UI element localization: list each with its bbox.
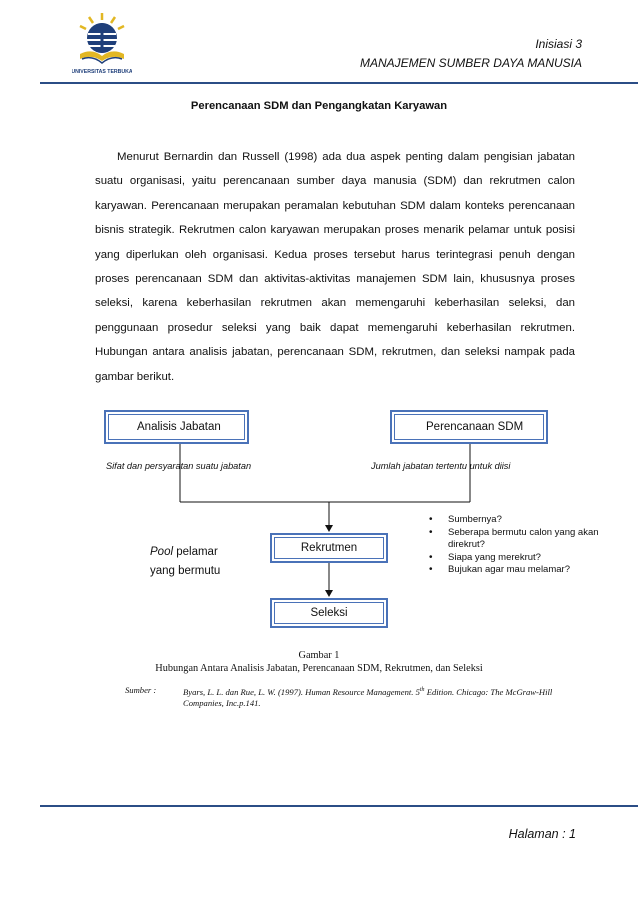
note-jumlah-jabatan: Jumlah jabatan tertentu untuk diisi <box>371 461 511 471</box>
list-item: • Sumbernya? <box>425 514 600 527</box>
box-perencanaan-label: Perencanaan SDM <box>394 414 544 440</box>
box-perencanaan-sdm <box>390 410 548 444</box>
section-title: Perencanaan SDM dan Pengangkatan Karyawan <box>190 100 448 112</box>
arrow-seleksi-icon <box>325 590 333 597</box>
source-text-1: Byars, L. L. dan Rue, L. W. (1997). Human Resource Management. 5 <box>183 686 420 697</box>
box-analisis-label: Analisis Jabatan <box>108 414 245 440</box>
pool-rest-line2: yang bermutu <box>150 565 221 577</box>
arrow-rekrutmen-icon <box>325 525 333 532</box>
page-number: Halaman : 1 <box>508 827 576 841</box>
figure-number: Gambar 1 <box>298 650 340 661</box>
pool-rest: pelamar <box>173 546 218 558</box>
source-text-2: Edition. Chicago: The McGraw-Hill Companies, Inc.p.141. <box>183 686 553 709</box>
body-paragraph: Menurut Bernardin dan Russell (1998) ada dua aspek penting dalam pengisian jabatan suatu organisasi, yaitu perencanaan sumber daya manusia (SDM) dan rekrutmen calon karyawan. Perencanaan merupakan peramalan kebutuhan SDM dalam konteks perencanaan bisnis strategik. Rekrutmen calon karyawan merupakan proses menarik pelamar untuk posisi yang diperlukan oleh organisasi. Kedua proses tersebut harus terintegrasi penuh dengan proses perencanaan SDM dan aktivitas-aktivitas manajemen SDM lain, khususnya proses seleksi, karena keberhasilan rekrutmen akan memengaruhi keberhasilan seleksi, dan penggunaan prosedur seleksi yang baik dapat memengaruhi keberhasilan rekrutmen. Hubungan antara analisis jabatan, perencanaan SDM, rekrutmen, dan seleksi nampak pada gambar berikut. <box>95 151 575 383</box>
source-label: Sumber : <box>125 685 157 695</box>
box-analisis-jabatan <box>104 410 249 444</box>
box-rekrutmen-label: Rekrutmen <box>274 537 384 559</box>
logo-text: UNIVERSITAS TERBUKA <box>72 69 132 75</box>
source-sup: th <box>419 687 425 693</box>
recruitment-questions <box>425 514 600 577</box>
list-item: • Seberapa bermutu calon yang akan direkrut? <box>425 527 600 552</box>
pool-pelamar-label <box>150 543 220 581</box>
box-seleksi <box>270 598 388 628</box>
note-sifat-jabatan: Sifat dan persyaratan suatu jabatan <box>106 461 252 471</box>
pool-italic: Pool <box>150 546 174 558</box>
list-item: • Siapa yang merekrut? <box>425 552 600 565</box>
box-rekrutmen <box>270 533 388 563</box>
box-seleksi-label: Seleksi <box>274 602 384 624</box>
footer-rule <box>40 805 638 807</box>
figure-caption: Hubungan Antara Analisis Jabatan, Perencanaan SDM, Rekrutmen, dan Seleksi <box>155 663 483 674</box>
list-item: • Bujukan agar mau melamar? <box>425 564 600 577</box>
header-initiation: Inisiasi 3 <box>535 37 582 51</box>
source-citation <box>183 685 583 710</box>
header-course: MANAJEMEN SUMBER DAYA MANUSIA <box>359 56 582 70</box>
